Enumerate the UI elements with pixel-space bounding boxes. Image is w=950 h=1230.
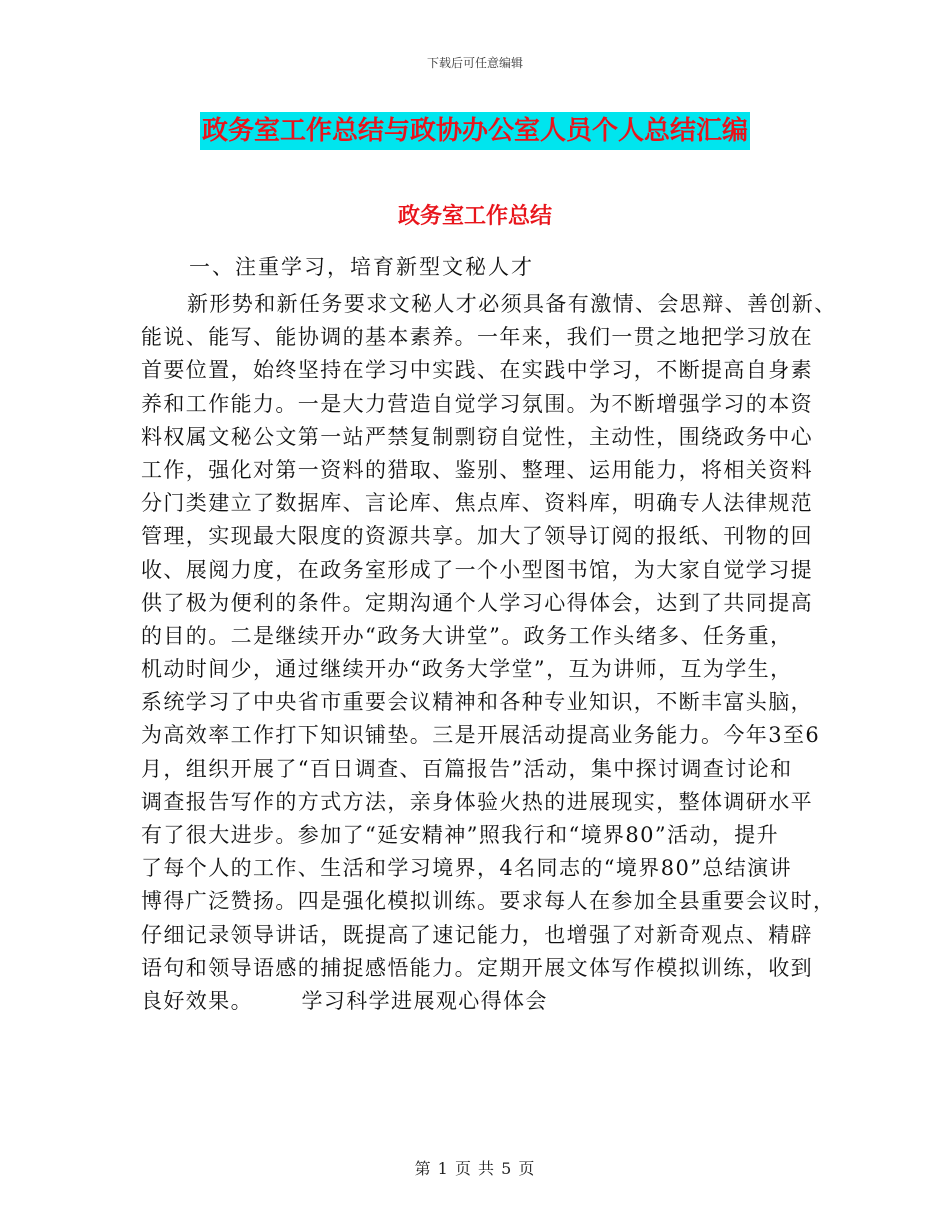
- body-line: 良好效果。 学习科学进展观心得体会: [141, 988, 548, 1013]
- body-line: 月，组织开展了“百日调查、百篇报告”活动，集中探讨调查讨论和: [141, 756, 793, 781]
- document-title-container: [0, 112, 950, 150]
- body-text: [141, 288, 837, 1018]
- body-line: 首要位置，始终坚持在学习中实践、在实践中学习，不断提高自身素: [141, 358, 813, 383]
- body-line: 管理，实现最大限度的资源共享。加大了领导订阅的报纸、刊物的回: [141, 524, 813, 549]
- page-header: 下载后可任意编辑: [426, 56, 523, 70]
- body-line: 系统学习了中央省市重要会议精神和各种专业知识，不断丰富头脑，: [141, 690, 813, 715]
- body-line: 调查报告写作的方式方法，亲身体验火热的进展现实，整体调研水平: [141, 789, 813, 814]
- body-line: 的目的。二是继续开办“政务大讲堂”。政务工作头绪多、任务重，: [141, 623, 793, 648]
- body-line: 语句和领导语感的捕捉感悟能力。定期开展文体写作模拟训练，收到: [141, 955, 813, 980]
- body-line: 了每个人的工作、生活和学习境界，4名同志的“境界80”总结演讲: [141, 856, 792, 881]
- body-line: 有了很大进步。参加了“延安精神”照我行和“境界80”活动，提升: [141, 823, 780, 847]
- body-line: 机动时间少，通过继续开办“政务大学堂”，互为讲师，互为学生，: [141, 657, 793, 682]
- section-title: 政务室工作总结: [397, 204, 552, 229]
- body-line: 分门类建立了数据库、言论库、焦点库、资料库，明确专人法律规范: [141, 491, 813, 516]
- body-line: 为高效率工作打下知识铺垫。三是开展活动提高业务能力。今年3至6: [141, 723, 821, 748]
- body-line: 供了极为便利的条件。定期沟通个人学习心得体会，达到了共同提高: [141, 590, 813, 615]
- page-footer: 第 1 页 共 5 页: [414, 1159, 536, 1178]
- body-line: 博得广泛赞扬。四是强化模拟训练。要求每人在参加全县重要会议时，: [141, 889, 836, 914]
- body-line: 料权属文秘公文第一站严禁复制剽窃自觉性，主动性，围绕政务中心: [141, 424, 813, 449]
- heading-1: 一、注重学习，培育新型文秘人才: [189, 255, 534, 279]
- body-line: 能说、能写、能协调的基本素养。一年来，我们一贯之地把学习放在: [141, 325, 813, 350]
- document-title: 政务室工作总结与政协办公室人员个人总结汇编: [200, 112, 750, 150]
- body-line: 新形势和新任务要求文秘人才必须具备有激情、会思辩、善创新、: [187, 292, 837, 316]
- body-line: 收、展阅力度，在政务室形成了一个小型图书馆，为大家自觉学习提: [141, 557, 813, 582]
- body-line: 仔细记录领导讲话，既提高了速记能力，也增强了对新奇观点、精辟: [141, 922, 813, 947]
- body-line: 工作，强化对第一资料的猎取、鉴别、整理、运用能力，将相关资料: [141, 457, 813, 482]
- body-line: 养和工作能力。一是大力营造自觉学习氛围。为不断增强学习的本资: [141, 391, 813, 416]
